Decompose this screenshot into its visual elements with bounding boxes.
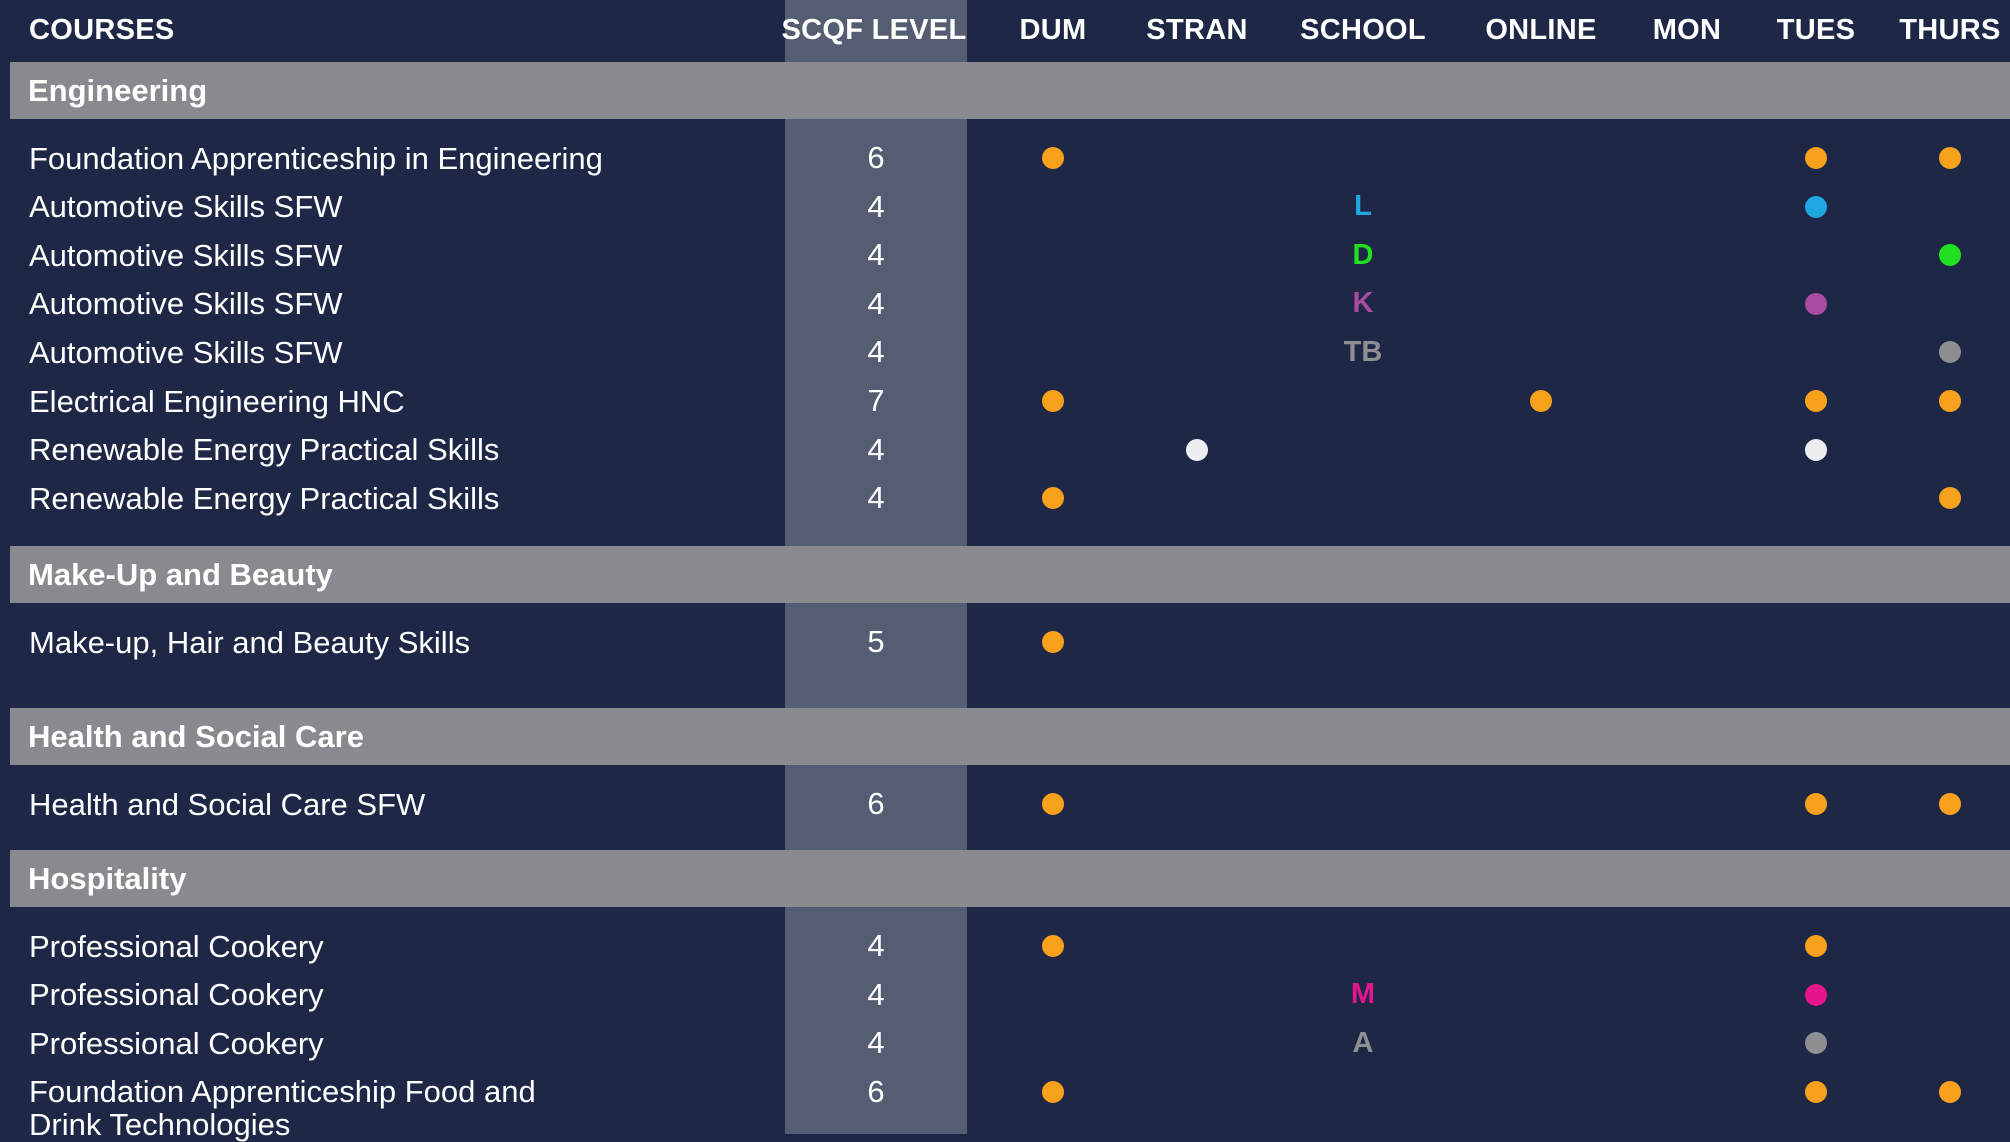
scqf-level-value: 6 xyxy=(867,140,885,175)
dum-availability-dot xyxy=(1042,147,1064,169)
dum-availability-dot xyxy=(1042,487,1064,509)
column-header-courses: COURSES xyxy=(29,13,175,46)
thurs-availability-dot xyxy=(1939,341,1961,363)
thurs-availability-dot xyxy=(1939,487,1961,509)
section-title: Hospitality xyxy=(28,860,187,896)
thurs-availability-dot xyxy=(1939,390,1961,412)
section-header xyxy=(10,708,2010,765)
tues-availability-dot xyxy=(1805,196,1827,218)
school-code-label: M xyxy=(1350,978,1376,1011)
course-name: Automotive Skills SFW xyxy=(29,286,343,322)
column-header-dum: DUM xyxy=(1019,13,1087,46)
course-name: Automotive Skills SFW xyxy=(29,237,343,273)
tues-availability-dot xyxy=(1805,935,1827,957)
column-header-tues: TUES xyxy=(1776,13,1856,46)
scqf-level-value: 6 xyxy=(867,1073,885,1109)
scqf-level-value: 4 xyxy=(867,1025,885,1061)
school-code-label: TB xyxy=(1343,335,1383,368)
scqf-level-value: 4 xyxy=(867,431,885,467)
section-header xyxy=(10,850,2010,907)
stran-availability-dot xyxy=(1186,439,1208,461)
scqf-level-value: 7 xyxy=(867,383,885,418)
section-header xyxy=(10,62,2010,119)
thurs-availability-dot xyxy=(1939,1081,1961,1103)
dum-availability-dot xyxy=(1042,793,1064,815)
scqf-level-value: 5 xyxy=(867,624,885,659)
course-name: Professional Cookery xyxy=(29,977,324,1013)
tues-availability-dot xyxy=(1805,1081,1827,1103)
course-name: Foundation Apprenticeship in Engineering xyxy=(29,140,603,176)
section-title: Make-Up and Beauty xyxy=(28,556,333,592)
scqf-level-value: 4 xyxy=(867,976,885,1012)
tues-availability-dot xyxy=(1805,1032,1827,1054)
course-name: Professional Cookery xyxy=(29,928,324,964)
course-name: Professional Cookery xyxy=(29,1025,324,1061)
section-title: Engineering xyxy=(28,72,208,108)
course-name: Health and Social Care SFW xyxy=(29,786,426,822)
column-header-school: SCHOOL xyxy=(1300,13,1426,46)
scqf-level-value: 4 xyxy=(867,237,885,273)
thurs-availability-dot xyxy=(1939,147,1961,169)
course-name: Make-up, Hair and Beauty Skills xyxy=(29,624,471,660)
thurs-availability-dot xyxy=(1939,793,1961,815)
dum-availability-dot xyxy=(1042,631,1064,653)
tues-availability-dot xyxy=(1805,390,1827,412)
course-name: Automotive Skills SFW xyxy=(29,334,343,370)
dum-availability-dot xyxy=(1042,935,1064,957)
scqf-level-value: 4 xyxy=(867,334,885,370)
section-header xyxy=(10,546,2010,603)
column-header-thurs: THURS xyxy=(1899,13,2001,46)
course-name: Electrical Engineering HNC xyxy=(29,383,405,419)
school-code-label: A xyxy=(1352,1026,1374,1059)
column-header-scqf-level: SCQF LEVEL xyxy=(781,13,967,46)
course-name: Automotive Skills SFW xyxy=(29,189,343,225)
section-title: Health and Social Care xyxy=(28,718,364,754)
scqf-level-value: 4 xyxy=(867,285,885,321)
dum-availability-dot xyxy=(1042,390,1064,412)
tues-availability-dot xyxy=(1805,439,1827,461)
thurs-availability-dot xyxy=(1939,244,1961,266)
online-availability-dot xyxy=(1530,390,1552,412)
column-header-stran: STRAN xyxy=(1146,13,1248,46)
column-header-mon: MON xyxy=(1652,13,1722,46)
tues-availability-dot xyxy=(1805,147,1827,169)
scqf-level-value: 6 xyxy=(867,786,885,821)
scqf-level-value: 4 xyxy=(867,188,885,224)
tues-availability-dot xyxy=(1805,293,1827,315)
tues-availability-dot xyxy=(1805,793,1827,815)
course-name: Foundation Apprenticeship Food and Drink Technologies xyxy=(29,1073,536,1142)
dum-availability-dot xyxy=(1042,1081,1064,1103)
school-code-label: L xyxy=(1354,190,1372,223)
tues-availability-dot xyxy=(1805,984,1827,1006)
school-code-label: D xyxy=(1352,238,1374,271)
scqf-level-value: 4 xyxy=(867,480,885,516)
scqf-level-value: 4 xyxy=(867,928,885,963)
school-code-label: K xyxy=(1352,287,1374,320)
course-name: Renewable Energy Practical Skills xyxy=(29,432,500,468)
course-name: Renewable Energy Practical Skills xyxy=(29,480,500,516)
column-header-online: ONLINE xyxy=(1485,13,1597,46)
